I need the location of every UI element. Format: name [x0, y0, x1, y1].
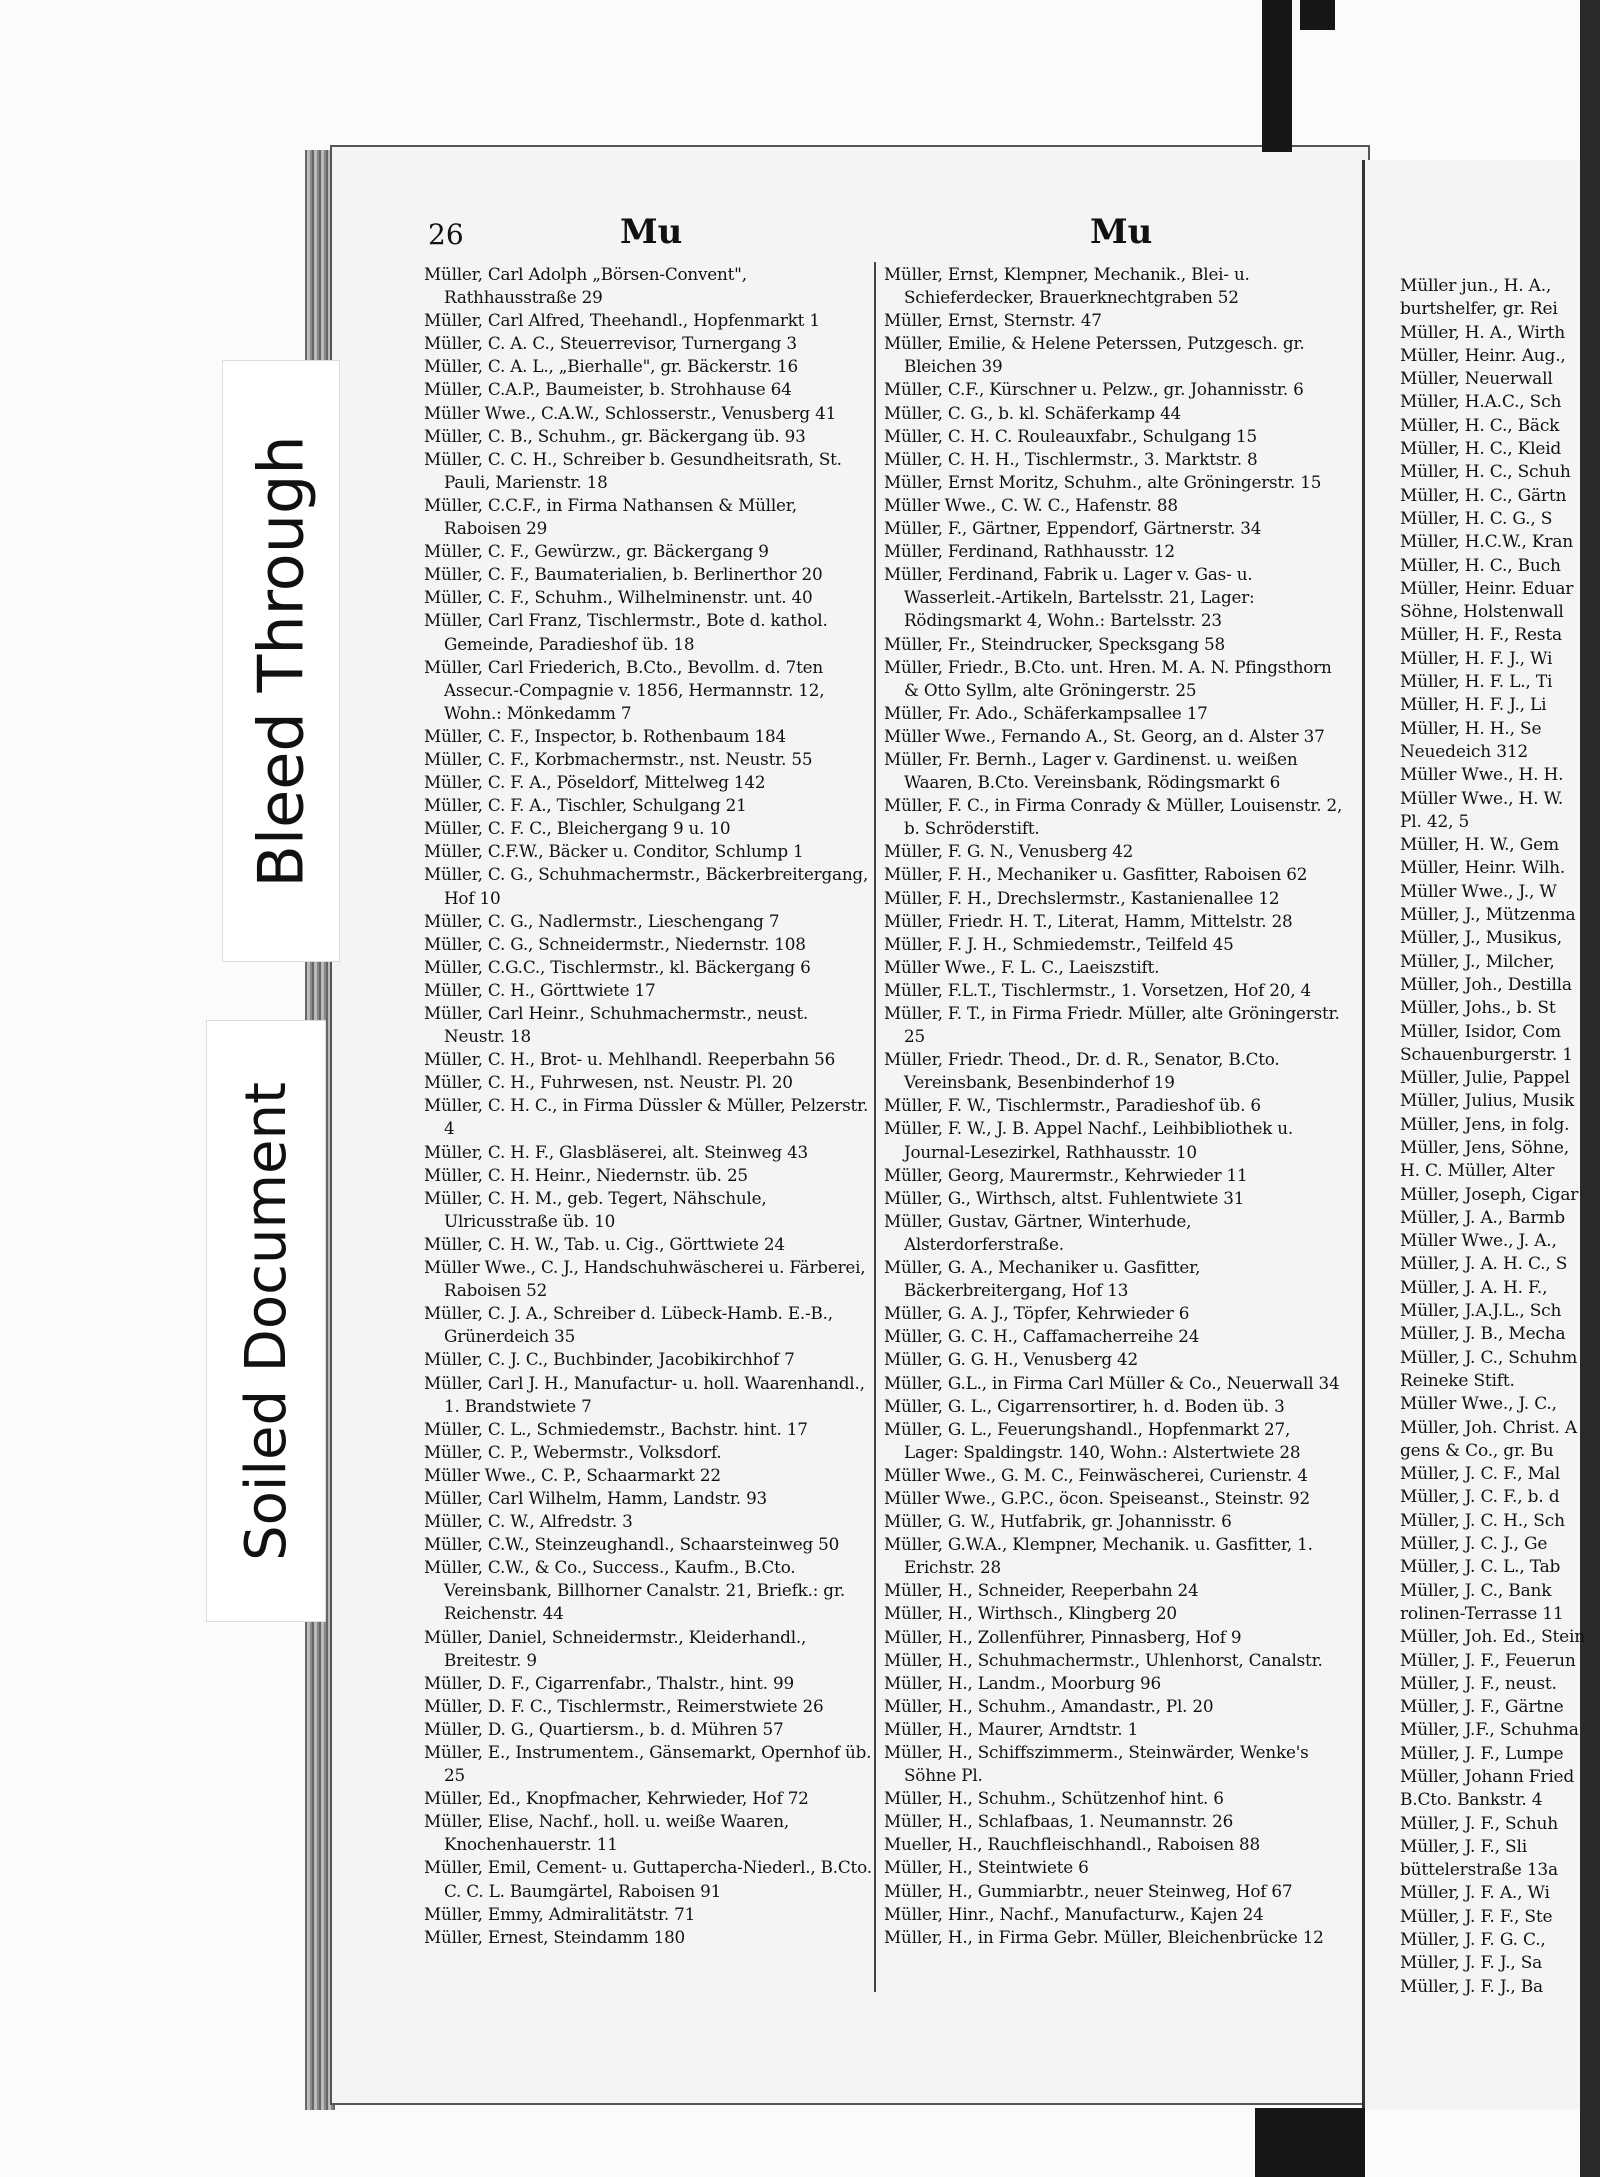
directory-entry: Müller, G. C. H., Caffamacherreihe 24 [884, 1326, 1200, 1347]
directory-entry: Müller, D. F. C., Tischlermstr., Reimerstwiete 26 [424, 1695, 824, 1716]
directory-entry: Müller, Friedr. H. T., Literat, Hamm, Mittelstr. 28 [884, 910, 1293, 931]
directory-entry: Müller, Ferdinand, Rathhausstr. 12 [884, 541, 1175, 562]
directory-entry: Müller, G. A. J., Töpfer, Kehrwieder 6 [884, 1303, 1190, 1324]
directory-entry: Müller, Ernst Moritz, Schuhm., alte Gröningerstr. 15 [884, 471, 1322, 492]
directory-entry: Müller, C.G.C., Tischlermstr., kl. Bäckergang 6 [424, 956, 811, 977]
soiled-document-label: Soiled Document [233, 1081, 299, 1561]
directory-entry: Müller, H., Schiffszimmerm., Steinwärder, Wenke's Söhne Pl. [884, 1742, 1309, 1786]
directory-entry: Müller, J.A.J.L., Sch [1400, 1301, 1562, 1322]
directory-entry: Müller, F. J. H., Schmiedemstr., Teilfeld 45 [884, 933, 1234, 954]
directory-entry: Müller, Ferdinand, Fabrik u. Lager v. Gas- u. Wasserleit.-Artikeln, Bartelsstr. 21, Lager: Rödingsmarkt 4, Wohn.: Bartelsstr. 23 [884, 564, 1255, 631]
directory-entry: Müller, C. H. H., Tischlermstr., 3. Marktstr. 8 [884, 448, 1258, 469]
directory-entry: Müller, C. G., Schuhmachermstr., Bäckerbreitergang, Hof 10 [424, 864, 869, 908]
directory-entry: Müller, H. C., Gärtn [1400, 485, 1567, 506]
directory-entry: Müller, C. H. C. Rouleauxfabr., Schulgang 15 [884, 425, 1257, 446]
directory-entry: Müller, Heinr. Eduar [1400, 578, 1574, 599]
directory-entry: Müller, Georg, Maurermstr., Kehrwieder 11 [884, 1164, 1248, 1185]
directory-entry: Müller, J. C. F., Mal [1400, 1464, 1561, 1485]
directory-entry: Müller, G. G. H., Venusberg 42 [884, 1349, 1138, 1370]
directory-entry: Müller, J. F., Feuerun [1400, 1650, 1576, 1671]
directory-entry: Müller, J. C. H., Sch [1400, 1510, 1565, 1531]
directory-entry: Müller Wwe., C. J., Handschuhwäscherei u. Färberei, Raboisen 52 [424, 1257, 866, 1301]
column-divider [874, 262, 876, 1992]
directory-entry: rolinen-Terrasse 11 [1400, 1603, 1564, 1624]
directory-entry: Müller, J. A. H. C., S [1400, 1254, 1568, 1275]
running-header-right: Mu [1090, 212, 1153, 252]
directory-entry: Müller, H.C.W., Kran [1400, 532, 1574, 553]
directory-entry: Müller, J. F., Schuh [1400, 1813, 1559, 1834]
directory-entry: Müller, H. A., Wirth [1400, 322, 1565, 343]
directory-entry: Müller, C. F., Gewürzw., gr. Bäckergang 9 [424, 541, 769, 562]
directory-entry: Müller Wwe., F. L. C., Laeiszstift. [884, 956, 1160, 977]
directory-entry: Müller jun., H. A., [1400, 276, 1552, 296]
directory-entry: Schauenburgerstr. 1 [1400, 1044, 1573, 1065]
directory-entry: Müller, H., Zollenführer, Pinnasberg, Hof 9 [884, 1626, 1242, 1647]
directory-entry: Müller, Ernest, Steindamm 180 [424, 1926, 686, 1947]
directory-column-middle [884, 263, 1344, 1949]
directory-entry: Söhne, Holstenwall [1400, 602, 1564, 623]
directory-entry: Müller, J. F., Gärtne [1400, 1697, 1564, 1718]
directory-entry: Müller, C. H. W., Tab. u. Cig., Görttwiete 24 [424, 1233, 785, 1254]
directory-entry: Müller, H., Schneider, Reeperbahn 24 [884, 1580, 1199, 1601]
bleed-through-tag [222, 360, 340, 962]
directory-entry: Müller, F. W., J. B. Appel Nachf., Leihbibliothek u. Journal-Lesezirkel, Rathhausstr. 10 [884, 1118, 1294, 1162]
directory-entry: Müller, H. C., Buch [1400, 555, 1561, 576]
directory-entry: Müller, C. F., Schuhm., Wilhelminenstr. unt. 40 [424, 587, 813, 608]
directory-entry: Müller, Elise, Nachf., holl. u. weiße Waaren, Knochenhauerstr. 11 [424, 1811, 790, 1855]
directory-entry: Müller, Emilie, & Helene Peterssen, Putzgesch. gr. Bleichen 39 [884, 333, 1305, 377]
soiled-document-tag [206, 1020, 326, 1622]
directory-entry: Müller, C. W., Alfredstr. 3 [424, 1511, 633, 1532]
directory-entry: Müller, D. G., Quartiersm., b. d. Mühren 57 [424, 1718, 784, 1739]
directory-entry: Müller, H., Landm., Moorburg 96 [884, 1672, 1161, 1693]
directory-entry: Mueller, H., Rauchfleischhandl., Raboisen 88 [884, 1834, 1261, 1855]
directory-entry: Müller, C. F., Baumaterialien, b. Berlinerthor 20 [424, 564, 823, 585]
directory-entry: Müller, C. F. C., Bleichergang 9 u. 10 [424, 818, 731, 839]
directory-entry: Müller, G.W.A., Klempner, Mechanik. u. Gasfitter, 1. Erichstr. 28 [884, 1534, 1313, 1578]
directory-entry: Müller, J. C. J., Ge [1400, 1534, 1548, 1555]
directory-entry: Müller, J. C. F., b. d [1400, 1487, 1560, 1508]
directory-entry: Müller, C. H. M., geb. Tegert, Nähschule, Ulricusstraße üb. 10 [424, 1187, 767, 1231]
directory-entry: Müller, Fr. Ado., Schäferkampsallee 17 [884, 702, 1208, 723]
directory-entry: Müller, F.L.T., Tischlermstr., 1. Vorsetzen, Hof 20, 4 [884, 979, 1311, 1000]
bookmark-ribbon-top-right [1300, 0, 1335, 30]
directory-entry: Müller Wwe., J. C., [1400, 1394, 1557, 1415]
directory-entry: Müller, H., Schuhm., Amandastr., Pl. 20 [884, 1695, 1214, 1716]
directory-entry: Müller, E., Instrumentem., Gänsemarkt, Opernhof üb. 25 [424, 1742, 872, 1786]
directory-entry: Müller, C. P., Webermstr., Volksdorf. [424, 1441, 722, 1462]
directory-entry: Müller, H. C., Schuh [1400, 462, 1571, 483]
directory-column-right-partial [1400, 275, 1600, 1999]
directory-entry: Müller, C. F., Inspector, b. Rothenbaum 184 [424, 725, 786, 746]
directory-entry: Müller, G. L., Cigarrensortirer, h. d. Boden üb. 3 [884, 1395, 1285, 1416]
directory-entry: Müller, Heinr. Wilh. [1400, 858, 1566, 879]
directory-entry: Müller, C. J. A., Schreiber d. Lübeck-Hamb. E.-B., Grünerdeich 35 [424, 1303, 833, 1347]
directory-entry: Müller, H. H., Se [1400, 718, 1542, 739]
directory-entry: Müller, F. W., Tischlermstr., Paradieshof üb. 6 [884, 1095, 1261, 1116]
directory-entry: Müller, F. T., in Firma Friedr. Müller, alte Gröningerstr. 25 [884, 1003, 1340, 1047]
directory-entry: Müller, Daniel, Schneidermstr., Kleiderhandl., Breitestr. 9 [424, 1626, 807, 1670]
directory-entry: Müller Wwe., H. H. [1400, 765, 1564, 786]
directory-entry: Müller, C. H. C., in Firma Düssler & Müller, Pelzerstr. 4 [424, 1095, 869, 1139]
directory-entry: Müller, C. L., Schmiedemstr., Bachstr. hint. 17 [424, 1418, 808, 1439]
directory-entry: Müller, Carl Heinr., Schuhmachermstr., neust. Neustr. 18 [424, 1003, 809, 1047]
directory-entry: Müller, J. F., neust. [1400, 1673, 1557, 1694]
directory-entry: Müller, C. H., Fuhrwesen, nst. Neustr. Pl. 20 [424, 1072, 793, 1093]
directory-entry: Müller, J. F. J., Ba [1400, 1976, 1543, 1997]
directory-entry: Müller, C. G., Schneidermstr., Niedernstr. 108 [424, 933, 806, 954]
directory-entry: Müller, Joh. Ed., Stein [1400, 1627, 1585, 1648]
directory-entry: büttelerstraße 13a [1400, 1860, 1558, 1881]
directory-entry: Müller, H.A.C., Sch [1400, 392, 1562, 413]
directory-entry: Müller, C. F. A., Pöseldorf, Mittelweg 142 [424, 772, 766, 793]
bleed-through-label: Bleed Through [244, 434, 318, 888]
directory-entry: Müller, J. F. A., Wi [1400, 1883, 1550, 1904]
page-number: 26 [428, 218, 464, 251]
directory-entry: Müller, H. C., Bäck [1400, 415, 1560, 436]
directory-entry: Müller, C.F.W., Bäcker u. Conditor, Schlump 1 [424, 841, 804, 862]
directory-entry: Müller, Joseph, Cigar [1400, 1184, 1579, 1205]
directory-entry: Müller, C.A.P., Baumeister, b. Strohhause 64 [424, 379, 792, 400]
directory-entry: Müller, C.C.F., in Firma Nathansen & Müller, Raboisen 29 [424, 494, 797, 539]
directory-entry: Müller, C. F. A., Tischler, Schulgang 21 [424, 795, 747, 816]
directory-entry: Müller, H. F. L., Ti [1400, 672, 1553, 693]
directory-entry: Müller, F. C., in Firma Conrady & Müller, Louisenstr. 2, b. Schröderstift. [884, 795, 1343, 839]
directory-entry: Müller, Fr. Bernh., Lager v. Gardinenst. u. weißen Waaren, B.Cto. Vereinsbank, Rödingsmarkt 6 [884, 748, 1298, 793]
directory-entry: Müller, C. H. Heinr., Niedernstr. üb. 25 [424, 1164, 748, 1185]
directory-entry: Müller Wwe., J., W [1400, 881, 1557, 902]
directory-entry: Müller, F. G. N., Venusberg 42 [884, 841, 1134, 862]
directory-entry: Müller, C. J. C., Buchbinder, Jacobikirchhof 7 [424, 1349, 795, 1370]
directory-entry: Müller, J., Mützenma [1400, 905, 1576, 926]
directory-entry: Müller, J. F. G. C., [1400, 1930, 1546, 1951]
directory-entry: Müller, H. F., Resta [1400, 625, 1562, 646]
directory-entry: Müller, J. A., Barmb [1400, 1207, 1565, 1228]
directory-entry: Müller, C. H. F., Glasbläserei, alt. Steinweg 43 [424, 1141, 809, 1162]
directory-entry: Müller Wwe., H. W. [1400, 788, 1564, 809]
directory-entry: Müller, G. L., Feuerungshandl., Hopfenmarkt 27, Lager: Spaldingstr. 140, Wohn.: Alstertwiete 28 [884, 1418, 1301, 1462]
directory-entry: Müller, C.F., Kürschner u. Pelzw., gr. Johannisstr. 6 [884, 379, 1304, 400]
directory-entry: Müller, Jens, Söhne, [1400, 1137, 1569, 1158]
directory-entry: Müller, C. B., Schuhm., gr. Bäckergang üb. 93 [424, 425, 806, 446]
directory-entry: Müller, Julius, Musik [1400, 1091, 1575, 1112]
directory-entry: Müller, H., Schlafbaas, 1. Neumannstr. 26 [884, 1811, 1234, 1832]
directory-entry: Müller, J. A. H. F., [1400, 1277, 1548, 1298]
directory-entry: Müller Wwe., Fernando A., St. Georg, an d. Alster 37 [884, 725, 1325, 746]
directory-entry: Müller, Ernst, Klempner, Mechanik., Blei- u. Schieferdecker, Brauerknechtgraben 52 [884, 264, 1250, 308]
directory-entry: Müller, H., in Firma Gebr. Müller, Bleichenbrücke 12 [884, 1926, 1324, 1947]
directory-entry: Müller, F. H., Mechaniker u. Gasfitter, Raboisen 62 [884, 864, 1308, 885]
directory-entry: Müller, C. G., Nadlermstr., Lieschengang 7 [424, 910, 780, 931]
directory-entry: Müller, Isidor, Com [1400, 1021, 1561, 1042]
directory-entry: Müller, J. C., Bank [1400, 1580, 1552, 1601]
directory-entry: Müller, Johs., b. St [1400, 998, 1556, 1019]
directory-entry: Müller, G. A., Mechaniker u. Gasfitter, Bäckerbreitergang, Hof 13 [884, 1257, 1201, 1301]
directory-entry: Müller, J. B., Mecha [1400, 1324, 1566, 1345]
directory-entry: Müller, Carl Alfred, Theehandl., Hopfenmarkt 1 [424, 310, 820, 331]
directory-entry: Müller, G.L., in Firma Carl Müller & Co., Neuerwall 34 [884, 1372, 1340, 1393]
directory-entry: Müller, C.W., & Co., Success., Kaufm., B.Cto. Vereinsbank, Billhorner Canalstr. 21, Briefk.: gr. Reichenstr. 44 [424, 1557, 845, 1624]
bookmark-ribbon-top [1262, 0, 1292, 152]
bookmark-ribbon-bottom [1255, 2108, 1365, 2177]
directory-entry: Müller, Friedr., B.Cto. unt. Hren. M. A. N. Pfingsthorn & Otto Syllm, alte Gröningerstr. 25 [884, 656, 1332, 700]
directory-entry: Müller, C. G., b. kl. Schäferkamp 44 [884, 402, 1182, 423]
directory-entry: Müller, H., Schuhmachermstr., Uhlenhorst, Canalstr. [884, 1649, 1323, 1670]
directory-entry: Müller, G., Wirthsch, altst. Fuhlentwiete 31 [884, 1187, 1245, 1208]
directory-entry: Reineke Stift. [1400, 1370, 1515, 1391]
directory-entry: Müller, H., Wirthsch., Klingberg 20 [884, 1603, 1177, 1624]
directory-entry: H. C. Müller, Alter [1400, 1161, 1555, 1182]
directory-entry: Müller, C. F., Korbmachermstr., nst. Neustr. 55 [424, 748, 813, 769]
directory-entry: Müller, Heinr. Aug., [1400, 345, 1566, 366]
directory-entry: Müller, H. C., Kleid [1400, 439, 1562, 460]
directory-entry: Müller, Hinr., Nachf., Manufacturw., Kajen 24 [884, 1903, 1264, 1924]
directory-entry: Müller Wwe., G. M. C., Feinwäscherei, Curienstr. 4 [884, 1464, 1308, 1485]
directory-entry: burtshelfer, gr. Rei [1400, 299, 1558, 320]
directory-entry: Müller, Jens, in folg. [1400, 1114, 1570, 1135]
directory-entry: Müller, D. F., Cigarrenfabr., Thalstr., hint. 99 [424, 1672, 794, 1693]
directory-entry: Müller, Carl Franz, Tischlermstr., Bote d. kathol. Gemeinde, Paradieshof üb. 18 [424, 610, 828, 654]
directory-entry: Müller, F., Gärtner, Eppendorf, Gärtnerstr. 34 [884, 518, 1262, 539]
directory-entry: B.Cto. Bankstr. 4 [1400, 1790, 1543, 1811]
directory-entry: Müller, H., Schuhm., Schützenhof hint. 6 [884, 1788, 1224, 1809]
directory-entry: Müller, Neuerwall [1400, 369, 1553, 390]
directory-entry: Müller, C. C. H., Schreiber b. Gesundheitsrath, St. Pauli, Marienstr. 18 [424, 448, 842, 492]
directory-entry: Müller, H., Steintwiete 6 [884, 1857, 1089, 1878]
directory-entry: Müller, Friedr. Theod., Dr. d. R., Senator, B.Cto. Vereinsbank, Besenbinderhof 19 [884, 1049, 1280, 1093]
directory-entry: Müller, H. W., Gem [1400, 835, 1559, 856]
directory-entry: Müller, J., Musikus, [1400, 928, 1562, 949]
directory-entry: Neuedeich 312 [1400, 741, 1529, 762]
directory-entry: Müller, H., Maurer, Arndtstr. 1 [884, 1718, 1139, 1739]
directory-entry: Müller, J., Milcher, [1400, 951, 1555, 972]
directory-entry: Müller, C. A. C., Steuerrevisor, Turnergang 3 [424, 333, 797, 354]
directory-entry: Müller Wwe., J. A., [1400, 1231, 1557, 1252]
directory-entry: Müller, G. W., Hutfabrik, gr. Johannisstr. 6 [884, 1511, 1232, 1532]
directory-entry: Müller, Carl Friederich, B.Cto., Bevollm. d. 7ten Assecur.-Compagnie v. 1856, Hermannstr. 12, Wohn.: Mönkedamm 7 [424, 656, 825, 723]
directory-entry: Müller, H. F. J., Wi [1400, 648, 1553, 669]
directory-entry: Müller, H. C. G., S [1400, 508, 1553, 529]
directory-entry: Müller, J.F., Schuhma [1400, 1720, 1579, 1741]
directory-entry: Müller, J. F., Lumpe [1400, 1743, 1564, 1764]
directory-entry: Müller, Julie, Pappel [1400, 1068, 1570, 1089]
directory-entry: Müller, J. F. J., Sa [1400, 1953, 1543, 1974]
directory-entry: Müller, Johann Fried [1400, 1767, 1575, 1787]
directory-entry: Müller, Carl Wilhelm, Hamm, Landstr. 93 [424, 1487, 768, 1508]
directory-entry: Müller, J. F. F., Ste [1400, 1906, 1553, 1927]
directory-entry: Müller, Emmy, Admiralitätstr. 71 [424, 1903, 696, 1924]
directory-entry: Müller, Gustav, Gärtner, Winterhude, Alsterdorferstraße. [884, 1210, 1192, 1254]
directory-entry: Müller Wwe., G.P.C., öcon. Speiseanst., Steinstr. 92 [884, 1487, 1310, 1508]
directory-entry: Müller, J. C., Schuhm [1400, 1347, 1578, 1368]
directory-entry: Müller, H. F. J., Li [1400, 695, 1547, 716]
directory-entry: Müller, C. A. L., „Bierhalle", gr. Bäckerstr. 16 [424, 356, 798, 377]
directory-entry: Müller, Carl Adolph „Börsen-Convent", Rathhausstraße 29 [424, 264, 747, 308]
directory-entry: Müller Wwe., C. P., Schaarmarkt 22 [424, 1464, 721, 1485]
directory-entry: Müller, Ed., Knopfmacher, Kehrwieder, Hof 72 [424, 1788, 809, 1809]
directory-entry: Müller Wwe., C.A.W., Schlosserstr., Venusberg 41 [424, 402, 837, 423]
directory-entry: Müller, J. C. L., Tab [1400, 1557, 1561, 1578]
directory-entry: Müller Wwe., C. W. C., Hafenstr. 88 [884, 494, 1178, 515]
directory-column-left [424, 263, 872, 1949]
directory-entry: Pl. 42, 5 [1400, 811, 1470, 832]
running-header-left: Mu [620, 212, 683, 252]
directory-entry: Müller, Joh. Christ. A [1400, 1417, 1577, 1438]
directory-entry: Müller, C. H., Görttwiete 17 [424, 979, 656, 1000]
directory-entry: Müller, Fr., Steindrucker, Specksgang 58 [884, 633, 1225, 654]
directory-entry: Müller, C.W., Steinzeughandl., Schaarsteinweg 50 [424, 1534, 840, 1555]
directory-entry: Müller, J. F., Sli [1400, 1836, 1527, 1857]
directory-entry: Müller, Ernst, Sternstr. 47 [884, 310, 1102, 331]
directory-entry: gens & Co., gr. Bu [1400, 1440, 1554, 1461]
directory-entry: Müller, Emil, Cement- u. Guttapercha-Niederl., B.Cto. C. C. L. Baumgärtel, Raboisen 91 [424, 1857, 872, 1901]
directory-entry: Müller, F. H., Drechslermstr., Kastanienallee 12 [884, 887, 1280, 908]
directory-entry: Müller, C. H., Brot- u. Mehlhandl. Reeperbahn 56 [424, 1049, 836, 1070]
directory-entry: Müller, Joh., Destilla [1400, 974, 1572, 995]
directory-entry: Müller, H., Gummiarbtr., neuer Steinweg, Hof 67 [884, 1880, 1293, 1901]
directory-entry: Müller, Carl J. H., Manufactur- u. holl. Waarenhandl., 1. Brandstwiete 7 [424, 1372, 865, 1416]
